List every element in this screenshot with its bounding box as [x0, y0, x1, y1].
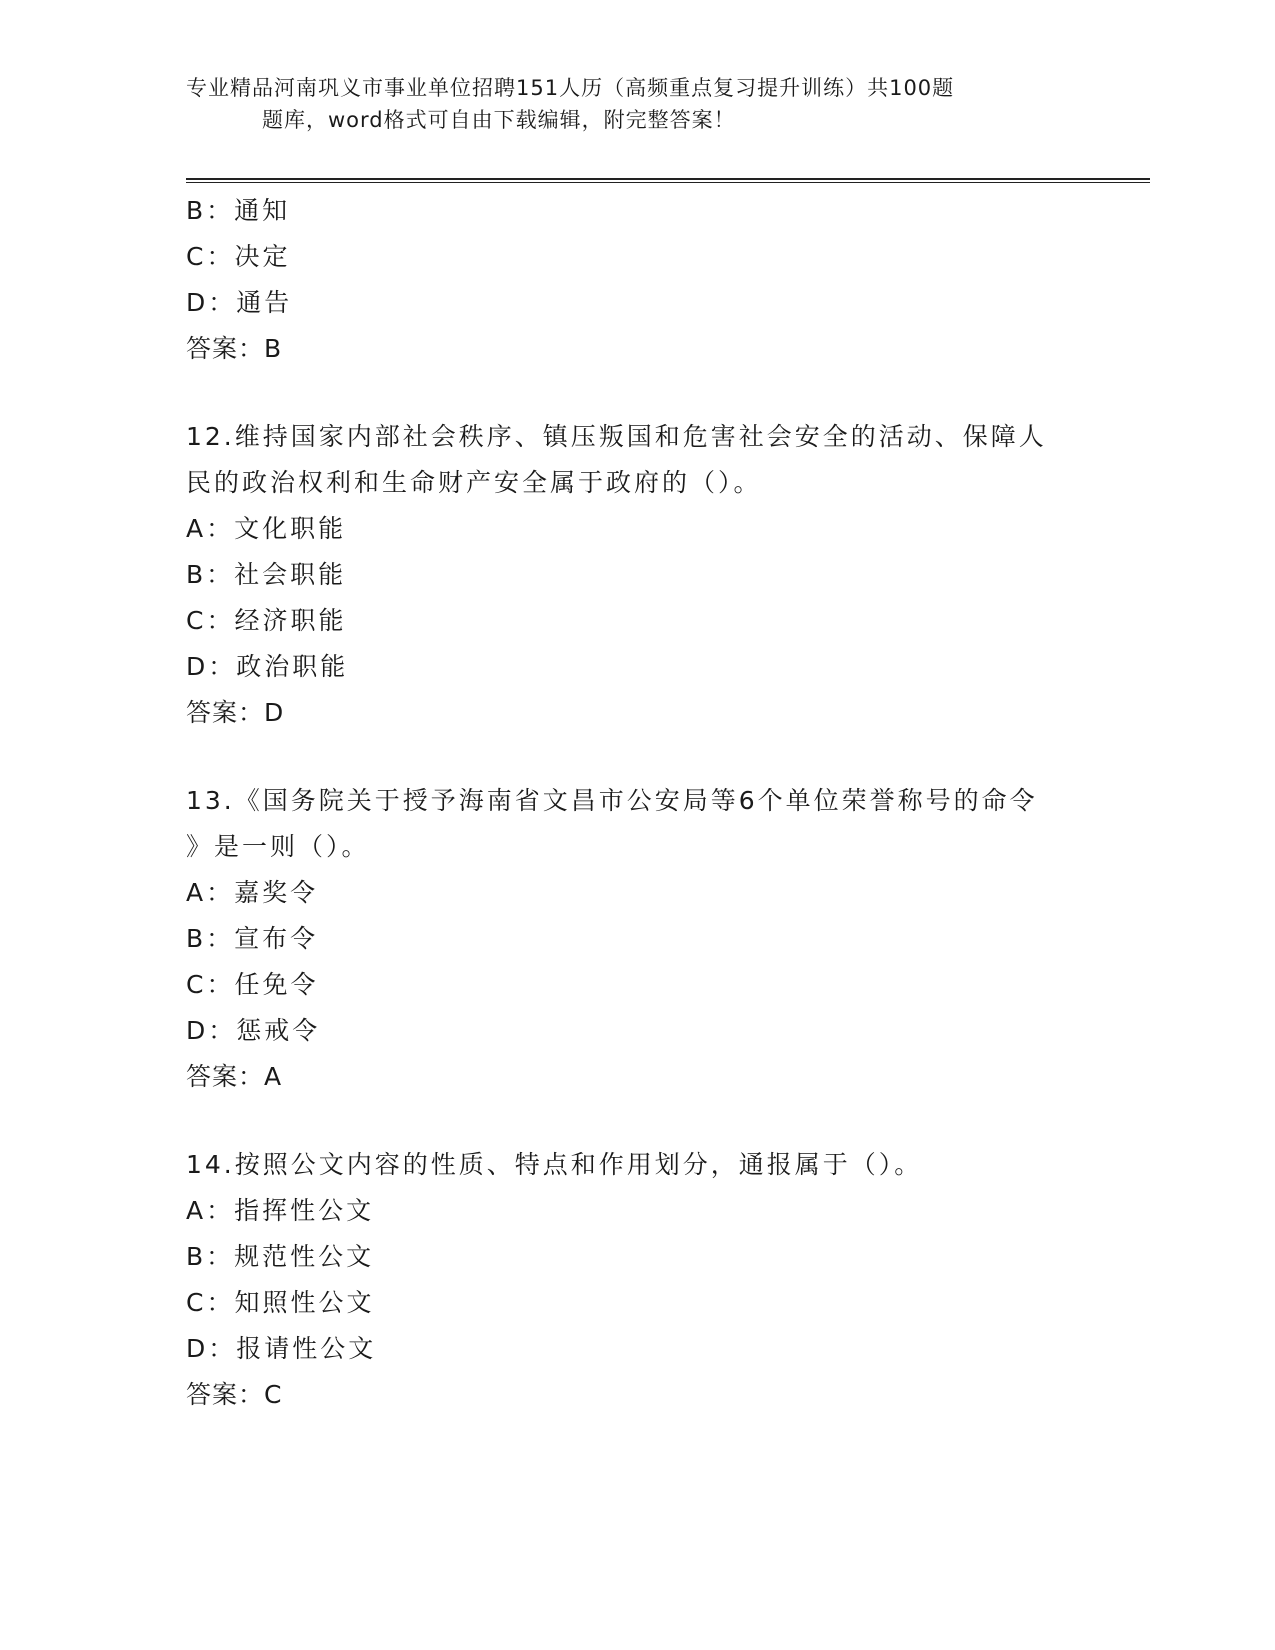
option-d: D：通告 [186, 288, 293, 317]
answer-line: 答案：C [186, 1380, 283, 1409]
header-title-line2: 题库，word格式可自由下载编辑，附完整答案！ [262, 108, 736, 132]
question-13 [186, 778, 1086, 1100]
option-d: D：政治职能 [186, 652, 349, 681]
option-c: C：决定 [186, 242, 291, 271]
page-header [186, 72, 1066, 136]
option-c: C：经济职能 [186, 606, 347, 635]
question-stem-line1: 13.《国务院关于授予海南省文昌市公安局等6个单位荣誉称号的命令 [186, 786, 1038, 815]
question-14 [186, 1142, 1086, 1418]
option-a: A：嘉奖令 [186, 878, 319, 907]
header-divider [186, 178, 1150, 183]
question-11-tail [186, 188, 1086, 372]
option-b: B：通知 [186, 196, 291, 225]
option-c: C：知照性公文 [186, 1288, 375, 1317]
answer-line: 答案：A [186, 1062, 283, 1091]
option-c: C：任免令 [186, 970, 319, 999]
answer-line: 答案：B [186, 334, 283, 363]
answer-line: 答案：D [186, 698, 285, 727]
question-stem-line2: 民的政治权利和生命财产安全属于政府的（）。 [186, 468, 762, 497]
option-b: B：社会职能 [186, 560, 347, 589]
option-b: B：宣布令 [186, 924, 319, 953]
option-d: D：报请性公文 [186, 1334, 377, 1363]
header-title-line1: 专业精品河南巩义市事业单位招聘151人历（高频重点复习提升训练）共100题 [186, 76, 955, 100]
question-12 [186, 414, 1086, 736]
option-b: B：规范性公文 [186, 1242, 375, 1271]
option-d: D：惩戒令 [186, 1016, 321, 1045]
option-a: A：文化职能 [186, 514, 347, 543]
question-stem-line2: 》是一则（）。 [186, 832, 370, 861]
question-stem-line1: 12.维持国家内部社会秩序、镇压叛国和危害社会安全的活动、保障人 [186, 422, 1047, 451]
question-stem-line1: 14.按照公文内容的性质、特点和作用划分，通报属于（）。 [186, 1150, 923, 1179]
option-a: A：指挥性公文 [186, 1196, 375, 1225]
question-list [186, 188, 1086, 1418]
